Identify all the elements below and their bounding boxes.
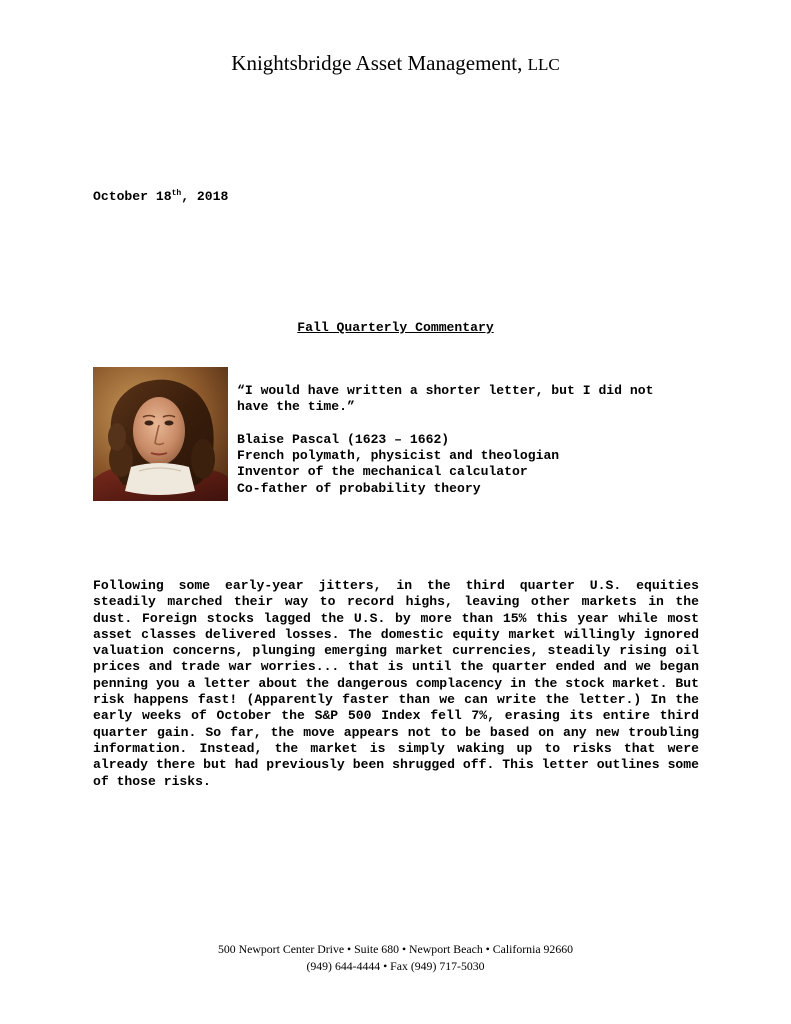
date-year: , 2018 (181, 189, 229, 204)
footer (0, 941, 791, 975)
quote-block (237, 383, 699, 497)
quote-attribution: Blaise Pascal (1623 – 1662) French polymath, physicist and theologian Inventor of the mechanical calculator Co-father of probability theory (237, 431, 560, 496)
pascal-portrait-image (93, 367, 228, 501)
company-suffix: LLC (527, 55, 560, 74)
letter-date (93, 189, 228, 205)
company-name: Knightsbridge Asset Management, (231, 51, 523, 75)
pascal-quote: “I would have written a shorter letter, but I did not have the time.” (237, 383, 654, 415)
commentary-title (0, 320, 791, 336)
commentary-title-text: Fall Quarterly Commentary (297, 320, 494, 335)
footer-phone: (949) 644-4444 • Fax (949) 717-5030 (306, 959, 485, 973)
letterhead (0, 50, 791, 78)
pascal-portrait (93, 367, 228, 501)
date-ordinal: th (171, 189, 182, 198)
date-month-day: October 18 (93, 189, 172, 204)
footer-address: 500 Newport Center Drive • Suite 680 • Newport Beach • California 92660 (217, 942, 574, 956)
commentary-paragraph: Following some early-year jitters, in the third quarter U.S. equities steadily marched their way to record highs, leaving other markets in the dust. Foreign stocks lagged the U.S. by more than 15% this year while most asset classes delivered losses. The domestic equity market willingly ignored valuation concerns, plunging emerging market currencies, steadily rising oil prices and trade war worries... that is until the quarter ended and we began penning you a letter about the dangerous complacency in the stock market. But risk happens fast! (Apparently faster than we can write the letter.) In the early weeks of October the S&P 500 Index fell 7%, erasing its entire third quarter gain. So far, the move appears not to be based on any new troubling information. Instead, the market is simply waking up to risks that were already there but had previously been shrugged off. This letter outlines some of those risks. (93, 578, 699, 789)
